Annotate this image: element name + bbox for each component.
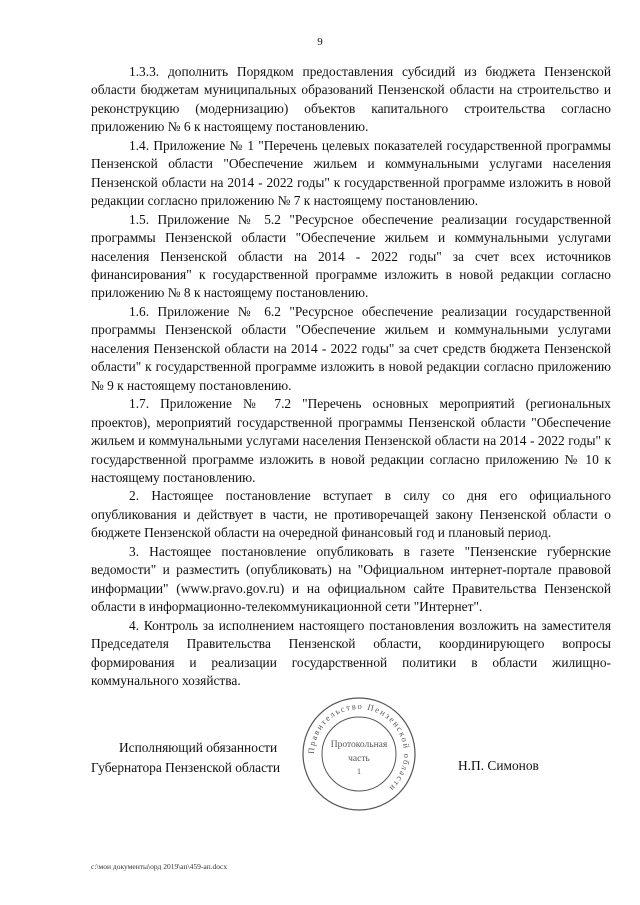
paragraph-1-6: 1.6. Приложение № 6.2 "Ресурсное обеспечение реализации государственной программы Пензенской области "Обеспечение жильем и коммунальными услугами населения Пензенской области на 2014 - 2022 годы" за счет средств бюджета Пензенской области" к государственной программе изложить в новой редакции согласно приложению № 9 к настоящему постановлению. [91, 303, 611, 393]
paragraph-3: 3. Настоящее постановление опубликовать в газете "Пензенские губернские ведомости" и разместить (опубликовать) на "Официальном интернет-портале правовой информации" (www.pravo.gov.ru) и на официальном сайте Правительства Пензенской области в информационно-телекоммуникационной сети "Интернет". [91, 543, 611, 615]
paragraph-4: 4. Контроль за исполнением настоящего постановления возложить на заместителя Председателя Правительства Пензенской области, координирующего вопросы формирования и реализации государственной политики в области жилищно-коммунального хозяйства. [91, 617, 611, 688]
page-number: 9 [317, 36, 323, 48]
document-body [91, 63, 611, 690]
signatory-name: Н.П. Симонов [458, 758, 539, 773]
paragraph-1-3-3: 1.3.3. дополнить Порядком предоставления субсидий из бюджета Пензенской области бюджетам муниципальных образований Пензенской области на строительство и реконструкцию (модернизацию) объектов капитального строительства согласно приложению № 6 к настоящему постановлению. [91, 64, 611, 135]
paragraph-1-7: 1.7. Приложение № 7.2 "Перечень основных мероприятий (региональных проектов), мероприятий государственной программы Пензенской области "Обеспечение жильем и коммунальными услугами населения Пензенской области на 2014 - 2022 годы" к государственной программе изложить в новой редакции согласно приложению № 10 к настоящему постановлению. [91, 396, 611, 485]
paragraph-2: 2. Настоящее постановление вступает в силу со дня его официального опубликования и действует в части, не противоречащей закону Пензенской области о бюджете Пензенской области на очередной финансовый год и плановый период. [91, 488, 611, 541]
seal-center-line2: часть [348, 754, 370, 764]
signatory-title-line2: Губернатора Пензенской области [91, 760, 281, 775]
signatory-title [91, 738, 280, 778]
signatory-title-line1: Исполняющий обязанности [119, 740, 278, 755]
paragraph-1-4: 1.4. Приложение № 1 "Перечень целевых показателей государственной программы Пензенской области "Обеспечение жильем и коммунальными услугами населения Пензенской области на 2014 - 2022 годы" к государственной программе изложить в новой редакции согласно приложению № 7 к настоящему постановлению. [91, 137, 611, 209]
seal-center-line1: Протокольная [330, 740, 388, 750]
paragraph-1-5: 1.5. Приложение № 5.2 "Ресурсное обеспечение реализации государственной программы Пензенской области "Обеспечение жильем и коммунальными услугами населения Пензенской области на 2014 - 2022 годы" за счет всех источников финансирования" к государственной программе изложить в новой редакции согласно приложению № 8 к настоящему постановлению. [91, 211, 611, 301]
official-seal-stamp [300, 695, 418, 813]
seal-number: 1 [357, 767, 361, 776]
file-path-footer: c:\мои документы\орд 2019\ап\459-ап.docx [91, 862, 228, 871]
seal-ring-text: Правительство Пензенской области [305, 700, 413, 795]
